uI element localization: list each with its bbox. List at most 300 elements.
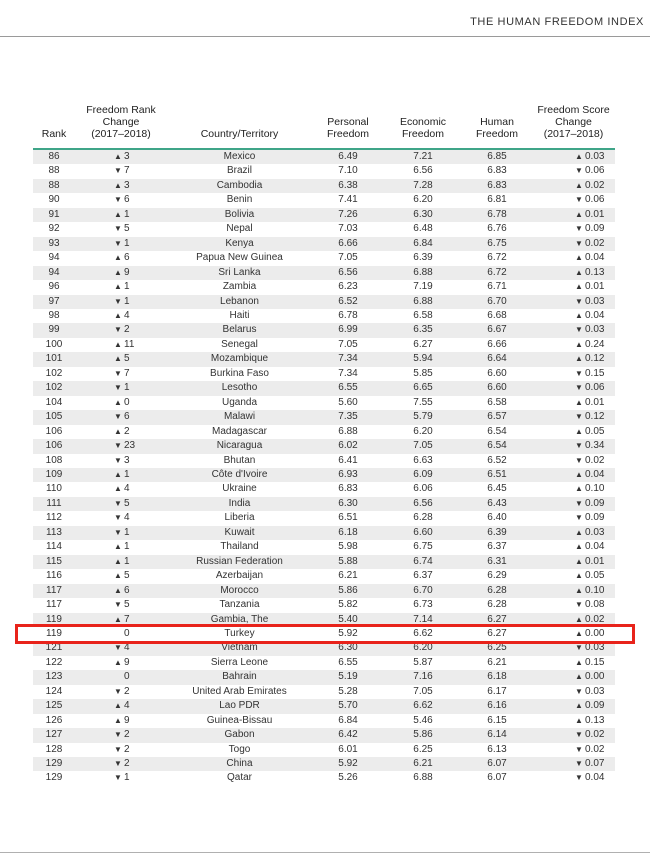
human-freedom-cell: 6.83	[462, 164, 532, 178]
rank-change-cell	[75, 699, 167, 713]
triangle-up-icon: ▲	[114, 310, 122, 320]
score-change-cell	[532, 685, 615, 699]
rank-change-cell	[75, 425, 167, 439]
personal-freedom-cell: 7.41	[312, 193, 384, 207]
score-change-value: 0.00	[585, 671, 605, 683]
rank-change-cell	[75, 280, 167, 294]
score-change-value: 0.09	[585, 223, 605, 235]
table-row	[33, 338, 615, 352]
rank-cell: 125	[33, 699, 75, 713]
human-freedom-cell: 6.17	[462, 685, 532, 699]
rank-change-cell	[75, 584, 167, 598]
rank-change-value: 3	[124, 179, 130, 191]
triangle-down-icon: ▼	[114, 773, 122, 783]
score-change-value: 0.02	[585, 743, 605, 755]
rank-cell: 129	[33, 757, 75, 771]
economic-freedom-cell: 7.19	[384, 280, 462, 294]
country-cell: Bolivia	[167, 208, 312, 222]
personal-freedom-cell: 7.10	[312, 164, 384, 178]
triangle-down-icon: ▼	[114, 498, 122, 508]
human-freedom-cell: 6.78	[462, 208, 532, 222]
score-change-cell	[532, 425, 615, 439]
personal-freedom-cell: 6.23	[312, 280, 384, 294]
rank-cell: 88	[33, 164, 75, 178]
country-cell: Uganda	[167, 396, 312, 410]
economic-freedom-cell: 6.35	[384, 323, 462, 337]
rank-cell: 106	[33, 425, 75, 439]
rank-change-value: 9	[124, 656, 130, 668]
triangle-up-icon: ▲	[575, 282, 583, 292]
rank-cell: 94	[33, 266, 75, 280]
rank-cell: 127	[33, 728, 75, 742]
country-cell: Sierra Leone	[167, 656, 312, 670]
rank-change-cell	[75, 338, 167, 352]
score-change-value: 0.03	[585, 324, 605, 336]
personal-freedom-cell: 7.26	[312, 208, 384, 222]
score-change-cell	[532, 352, 615, 366]
rank-change-value: 5	[124, 223, 130, 235]
triangle-up-icon: ▲	[114, 152, 122, 161]
rank-change-value: 2	[124, 758, 130, 770]
rank-change-value: 2	[124, 425, 130, 437]
score-change-value: 0.09	[585, 512, 605, 524]
human-freedom-cell: 6.45	[462, 482, 532, 496]
score-change-cell	[532, 555, 615, 569]
rank-change-value: 4	[124, 309, 130, 321]
score-change-value: 0.24	[585, 338, 605, 350]
triangle-up-icon: ▲	[114, 571, 122, 581]
rank-change-cell	[75, 569, 167, 583]
triangle-down-icon: ▼	[575, 296, 583, 306]
score-change-value: 0.01	[585, 396, 605, 408]
human-freedom-cell: 6.72	[462, 266, 532, 280]
rank-change-cell	[75, 497, 167, 511]
table-row	[33, 699, 615, 713]
human-freedom-cell: 6.07	[462, 771, 532, 785]
score-change-value: 0.05	[585, 425, 605, 437]
triangle-up-icon: ▲	[575, 527, 583, 537]
triangle-up-icon: ▲	[114, 180, 122, 190]
human-freedom-cell: 6.51	[462, 468, 532, 482]
triangle-down-icon: ▼	[575, 368, 583, 378]
rank-cell: 113	[33, 526, 75, 540]
triangle-down-icon: ▼	[114, 195, 122, 205]
economic-freedom-cell: 7.05	[384, 439, 462, 453]
rank-cell: 92	[33, 222, 75, 236]
personal-freedom-cell: 5.28	[312, 685, 384, 699]
economic-freedom-cell: 6.06	[384, 482, 462, 496]
table-row	[33, 309, 615, 323]
table-row	[33, 540, 615, 554]
triangle-up-icon: ▲	[114, 253, 122, 263]
score-change-cell	[532, 367, 615, 381]
rank-change-cell	[75, 468, 167, 482]
table-row	[33, 149, 615, 164]
rank-change-cell	[75, 613, 167, 627]
score-change-cell	[532, 771, 615, 785]
economic-freedom-cell: 7.55	[384, 396, 462, 410]
rank-cell: 123	[33, 670, 75, 684]
economic-freedom-cell: 5.86	[384, 728, 462, 742]
country-cell: Belarus	[167, 323, 312, 337]
score-change-cell	[532, 179, 615, 193]
economic-freedom-cell: 5.79	[384, 410, 462, 424]
score-change-value: 0.09	[585, 700, 605, 712]
personal-freedom-cell: 6.38	[312, 179, 384, 193]
economic-freedom-cell: 6.84	[384, 237, 462, 251]
triangle-down-icon: ▼	[575, 744, 583, 754]
table-row	[33, 295, 615, 309]
economic-freedom-cell: 5.87	[384, 656, 462, 670]
human-freedom-cell: 6.13	[462, 743, 532, 757]
rank-change-cell	[75, 149, 167, 164]
rank-change-value: 5	[124, 497, 130, 509]
triangle-up-icon: ▲	[114, 657, 122, 667]
economic-freedom-cell: 6.73	[384, 598, 462, 612]
rank-change-value: 6	[124, 252, 130, 264]
rank-change-value: 1	[124, 526, 130, 538]
triangle-up-icon: ▲	[575, 152, 583, 161]
rank-cell: 122	[33, 656, 75, 670]
human-freedom-cell: 6.37	[462, 540, 532, 554]
score-change-cell	[532, 323, 615, 337]
rank-cell: 114	[33, 540, 75, 554]
human-freedom-cell: 6.16	[462, 699, 532, 713]
rank-change-value: 5	[124, 599, 130, 611]
human-freedom-cell: 6.27	[462, 627, 532, 641]
triangle-up-icon: ▲	[114, 354, 122, 364]
triangle-down-icon: ▼	[575, 773, 583, 783]
personal-freedom-cell: 5.82	[312, 598, 384, 612]
table-row	[33, 569, 615, 583]
score-change-cell	[532, 714, 615, 728]
rank-change-cell	[75, 237, 167, 251]
personal-freedom-cell: 7.03	[312, 222, 384, 236]
country-cell: Burkina Faso	[167, 367, 312, 381]
score-change-value: 0.12	[585, 411, 605, 423]
table-row	[33, 482, 615, 496]
score-change-value: 0.06	[585, 382, 605, 394]
triangle-down-icon: ▼	[114, 238, 122, 248]
rank-cell: 117	[33, 598, 75, 612]
table-row	[33, 497, 615, 511]
col-header-rank-change: Freedom Rank Change (2017–2018)	[75, 104, 167, 149]
country-cell: Russian Federation	[167, 555, 312, 569]
personal-freedom-cell: 6.01	[312, 743, 384, 757]
score-change-cell	[532, 222, 615, 236]
score-change-value: 0.15	[585, 367, 605, 379]
triangle-up-icon: ▲	[575, 715, 583, 725]
human-freedom-cell: 6.57	[462, 410, 532, 424]
score-change-cell	[532, 670, 615, 684]
table-header-row	[33, 104, 615, 149]
score-change-cell	[532, 699, 615, 713]
rank-change-value: 1	[124, 772, 130, 784]
table-row	[33, 251, 615, 265]
personal-freedom-cell: 6.51	[312, 511, 384, 525]
rank-cell: 112	[33, 511, 75, 525]
score-change-value: 0.34	[585, 440, 605, 452]
country-cell: Malawi	[167, 410, 312, 424]
economic-freedom-cell: 6.27	[384, 338, 462, 352]
triangle-down-icon: ▼	[114, 744, 122, 754]
rank-cell: 90	[33, 193, 75, 207]
country-cell: Benin	[167, 193, 312, 207]
triangle-up-icon: ▲	[114, 267, 122, 277]
economic-freedom-cell: 6.20	[384, 425, 462, 439]
rank-change-cell	[75, 179, 167, 193]
freedom-table-container	[33, 104, 615, 786]
personal-freedom-cell: 6.99	[312, 323, 384, 337]
table-row	[33, 164, 615, 178]
score-change-cell	[532, 728, 615, 742]
personal-freedom-cell: 6.78	[312, 309, 384, 323]
economic-freedom-cell: 6.25	[384, 743, 462, 757]
rank-cell: 129	[33, 771, 75, 785]
score-change-value: 0.13	[585, 266, 605, 278]
score-change-value: 0.03	[585, 151, 605, 162]
country-cell: Nicaragua	[167, 439, 312, 453]
triangle-down-icon: ▼	[575, 441, 583, 451]
table-row	[33, 425, 615, 439]
economic-freedom-cell: 7.21	[384, 149, 462, 164]
personal-freedom-cell: 6.02	[312, 439, 384, 453]
score-change-cell	[532, 627, 615, 641]
human-freedom-cell: 6.81	[462, 193, 532, 207]
personal-freedom-cell: 6.83	[312, 482, 384, 496]
score-change-cell	[532, 338, 615, 352]
table-row	[33, 179, 615, 193]
triangle-up-icon: ▲	[575, 657, 583, 667]
personal-freedom-cell: 6.55	[312, 381, 384, 395]
rank-change-cell	[75, 555, 167, 569]
country-cell: Brazil	[167, 164, 312, 178]
rank-change-cell	[75, 251, 167, 265]
score-change-cell	[532, 468, 615, 482]
human-freedom-cell: 6.75	[462, 237, 532, 251]
rank-change-value: 9	[124, 266, 130, 278]
score-change-cell	[532, 295, 615, 309]
rank-change-cell	[75, 526, 167, 540]
country-cell: Papua New Guinea	[167, 251, 312, 265]
triangle-up-icon: ▲	[114, 484, 122, 494]
personal-freedom-cell: 5.26	[312, 771, 384, 785]
rank-cell: 102	[33, 367, 75, 381]
triangle-up-icon: ▲	[114, 556, 122, 566]
score-change-cell	[532, 410, 615, 424]
triangle-up-icon: ▲	[575, 701, 583, 711]
human-freedom-cell: 6.18	[462, 670, 532, 684]
human-freedom-cell: 6.07	[462, 757, 532, 771]
country-cell: Mexico	[167, 149, 312, 164]
economic-freedom-cell: 6.63	[384, 454, 462, 468]
triangle-up-icon: ▲	[575, 585, 583, 595]
triangle-down-icon: ▼	[575, 238, 583, 248]
country-cell: Nepal	[167, 222, 312, 236]
human-freedom-cell: 6.40	[462, 511, 532, 525]
table-row	[33, 584, 615, 598]
table-row	[33, 771, 615, 785]
triangle-up-icon: ▲	[575, 209, 583, 219]
economic-freedom-cell: 6.30	[384, 208, 462, 222]
country-cell: Bhutan	[167, 454, 312, 468]
triangle-up-icon: ▲	[114, 585, 122, 595]
rank-cell: 119	[33, 627, 75, 641]
economic-freedom-cell: 5.94	[384, 352, 462, 366]
country-cell: Sri Lanka	[167, 266, 312, 280]
table-row	[33, 222, 615, 236]
rank-change-value: 7	[124, 165, 130, 177]
rank-change-value: 2	[124, 729, 130, 741]
country-cell: Madagascar	[167, 425, 312, 439]
score-change-cell	[532, 193, 615, 207]
rank-change-value: 0	[124, 396, 130, 408]
rank-change-cell	[75, 323, 167, 337]
human-freedom-cell: 6.60	[462, 381, 532, 395]
personal-freedom-cell: 5.92	[312, 627, 384, 641]
score-change-value: 0.15	[585, 656, 605, 668]
score-change-cell	[532, 656, 615, 670]
triangle-up-icon: ▲	[114, 542, 122, 552]
score-change-cell	[532, 497, 615, 511]
table-row	[33, 743, 615, 757]
rank-change-value: 6	[124, 411, 130, 423]
country-cell: Liberia	[167, 511, 312, 525]
personal-freedom-cell: 5.92	[312, 757, 384, 771]
score-change-value: 0.02	[585, 454, 605, 466]
country-cell: Haiti	[167, 309, 312, 323]
score-change-cell	[532, 208, 615, 222]
rank-change-cell	[75, 266, 167, 280]
rank-cell: 108	[33, 454, 75, 468]
economic-freedom-cell: 6.62	[384, 627, 462, 641]
human-freedom-cell: 6.72	[462, 251, 532, 265]
table-row	[33, 613, 615, 627]
table-row	[33, 439, 615, 453]
human-freedom-cell: 6.85	[462, 149, 532, 164]
table-row	[33, 280, 615, 294]
personal-freedom-cell: 5.98	[312, 540, 384, 554]
table-row	[33, 454, 615, 468]
triangle-down-icon: ▼	[575, 498, 583, 508]
rank-cell: 86	[33, 149, 75, 164]
economic-freedom-cell: 6.39	[384, 251, 462, 265]
rank-cell: 94	[33, 251, 75, 265]
bottom-divider	[0, 852, 650, 853]
country-cell: India	[167, 497, 312, 511]
economic-freedom-cell: 6.88	[384, 266, 462, 280]
rank-cell: 124	[33, 685, 75, 699]
triangle-up-icon: ▲	[114, 715, 122, 725]
table-row	[33, 396, 615, 410]
country-cell: Lao PDR	[167, 699, 312, 713]
rank-change-cell	[75, 714, 167, 728]
score-change-value: 0.06	[585, 194, 605, 206]
triangle-up-icon: ▲	[114, 614, 122, 624]
personal-freedom-cell: 7.05	[312, 338, 384, 352]
score-change-cell	[532, 149, 615, 164]
triangle-down-icon: ▼	[114, 368, 122, 378]
triangle-down-icon: ▼	[114, 513, 122, 523]
triangle-up-icon: ▲	[575, 354, 583, 364]
triangle-up-icon: ▲	[114, 209, 122, 219]
score-change-value: 0.02	[585, 179, 605, 191]
rank-change-cell	[75, 482, 167, 496]
human-freedom-cell: 6.54	[462, 439, 532, 453]
rank-cell: 102	[33, 381, 75, 395]
country-cell: Lebanon	[167, 295, 312, 309]
personal-freedom-cell: 6.55	[312, 656, 384, 670]
triangle-down-icon: ▼	[575, 643, 583, 653]
page-header-title: THE HUMAN FREEDOM INDEX	[470, 16, 644, 28]
score-change-value: 0.06	[585, 165, 605, 177]
score-change-value: 0.12	[585, 353, 605, 365]
country-cell: Azerbaijan	[167, 569, 312, 583]
rank-cell: 105	[33, 410, 75, 424]
score-change-value: 0.01	[585, 555, 605, 567]
human-freedom-cell: 6.70	[462, 295, 532, 309]
human-freedom-cell: 6.15	[462, 714, 532, 728]
rank-cell: 126	[33, 714, 75, 728]
country-cell: Gabon	[167, 728, 312, 742]
triangle-down-icon: ▼	[114, 759, 122, 769]
triangle-up-icon: ▲	[575, 267, 583, 277]
country-cell: Ukraine	[167, 482, 312, 496]
rank-change-value: 1	[124, 555, 130, 567]
table-row	[33, 526, 615, 540]
rank-change-value: 6	[124, 194, 130, 206]
human-freedom-cell: 6.31	[462, 555, 532, 569]
rank-change-cell	[75, 598, 167, 612]
score-change-value: 0.10	[585, 483, 605, 495]
economic-freedom-cell: 6.09	[384, 468, 462, 482]
rank-cell: 104	[33, 396, 75, 410]
rank-change-value: 7	[124, 367, 130, 379]
triangle-up-icon: ▲	[575, 614, 583, 624]
rank-cell: 111	[33, 497, 75, 511]
human-freedom-cell: 6.76	[462, 222, 532, 236]
rank-cell: 119	[33, 613, 75, 627]
rank-change-cell	[75, 757, 167, 771]
col-header-rank: Rank	[33, 104, 75, 149]
triangle-down-icon: ▼	[575, 600, 583, 610]
score-change-cell	[532, 237, 615, 251]
triangle-down-icon: ▼	[575, 224, 583, 234]
score-change-value: 0.04	[585, 468, 605, 480]
rank-change-cell	[75, 540, 167, 554]
rank-change-cell	[75, 670, 167, 684]
economic-freedom-cell: 6.20	[384, 641, 462, 655]
triangle-up-icon: ▲	[575, 426, 583, 436]
personal-freedom-cell: 6.18	[312, 526, 384, 540]
rank-cell: 101	[33, 352, 75, 366]
economic-freedom-cell: 6.21	[384, 757, 462, 771]
freedom-ranking-table	[33, 104, 615, 786]
economic-freedom-cell: 6.88	[384, 771, 462, 785]
human-freedom-cell: 6.52	[462, 454, 532, 468]
rank-change-value: 23	[124, 440, 136, 452]
triangle-down-icon: ▼	[114, 441, 122, 451]
rank-change-value: 7	[124, 613, 130, 625]
table-row	[33, 410, 615, 424]
score-change-value: 0.02	[585, 729, 605, 741]
country-cell: Senegal	[167, 338, 312, 352]
rank-cell: 117	[33, 584, 75, 598]
rank-cell: 109	[33, 468, 75, 482]
triangle-down-icon: ▼	[575, 759, 583, 769]
score-change-cell	[532, 381, 615, 395]
triangle-down-icon: ▼	[114, 325, 122, 335]
